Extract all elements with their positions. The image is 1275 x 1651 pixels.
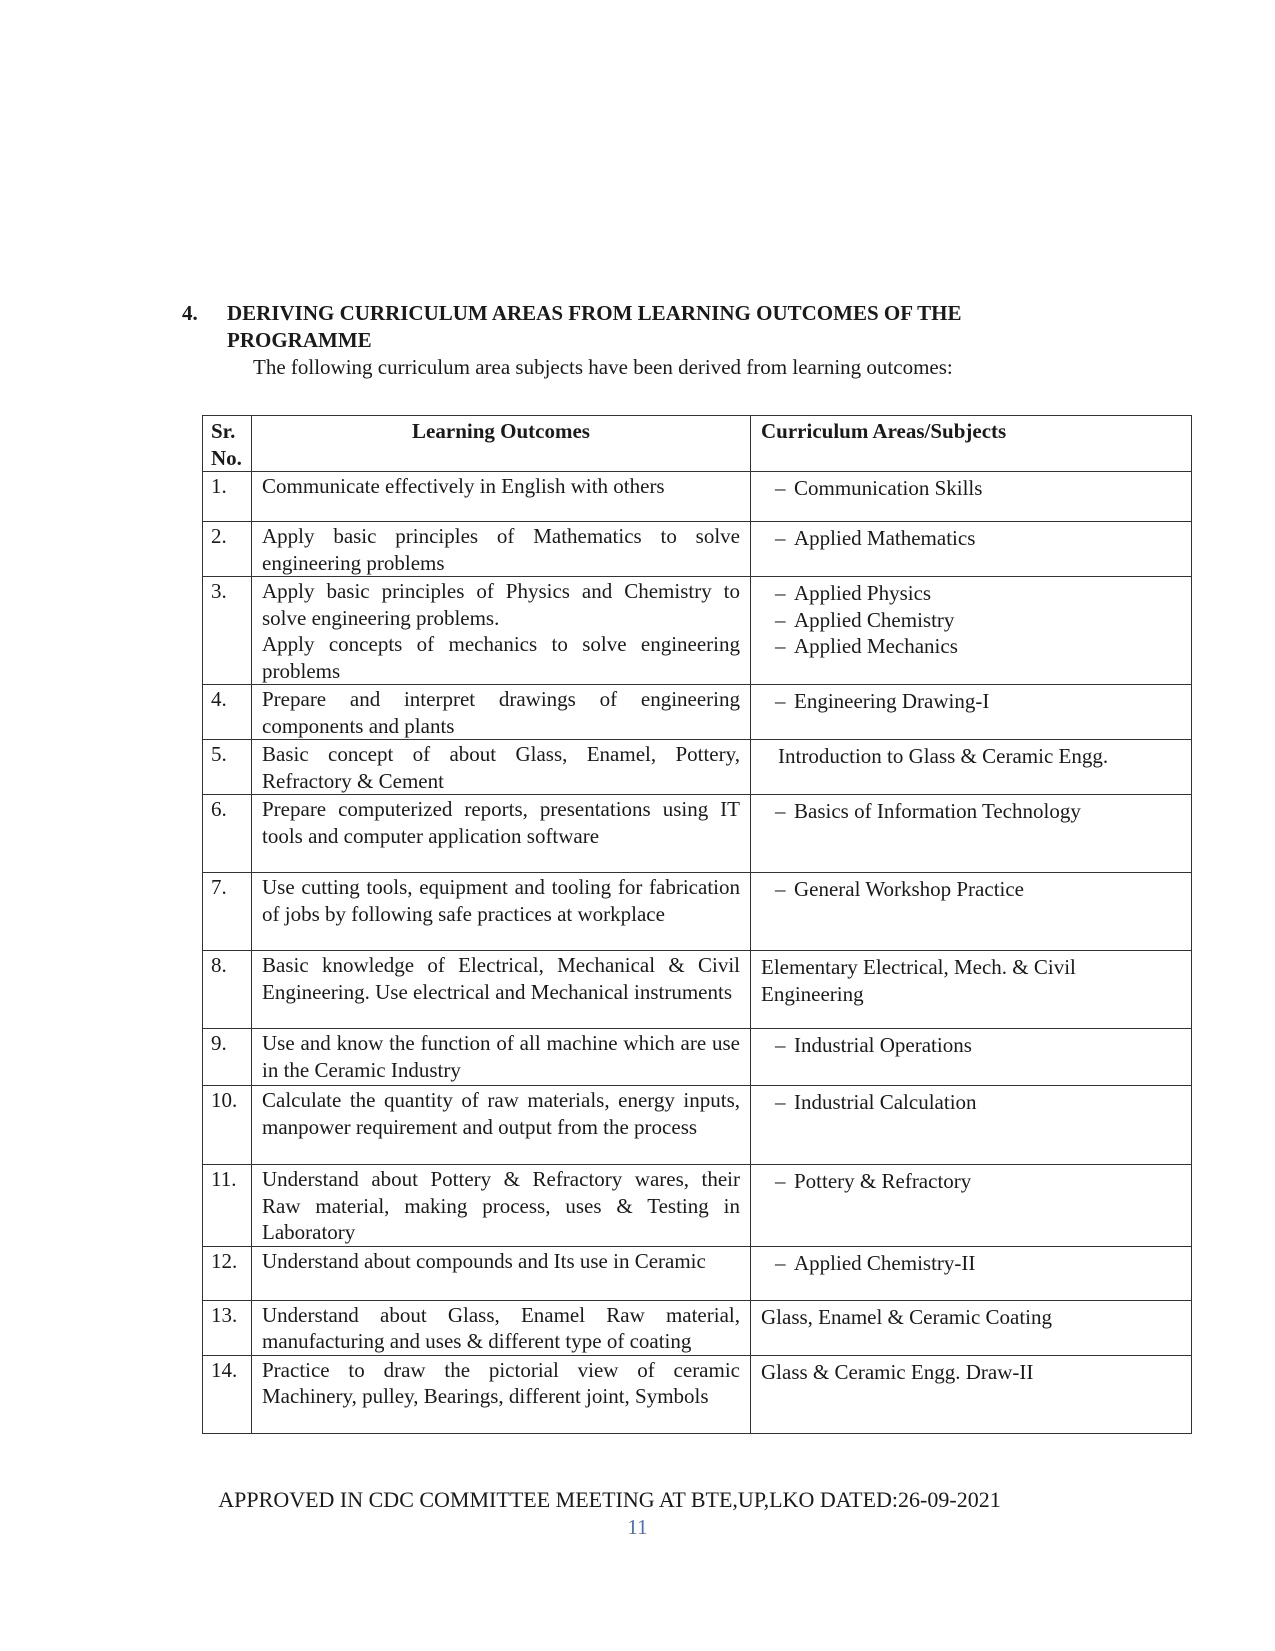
section-number: 4. [182,301,198,325]
row-curriculum-areas [751,472,1192,522]
row-sr-no: 3. [203,577,252,685]
header-learning-outcomes: Learning Outcomes [252,416,751,472]
row-learning-outcome [252,522,751,577]
row-curriculum-areas [751,522,1192,577]
row-learning-outcome [252,1355,751,1433]
outcome-text: Prepare computerized reports, presentations using IT tools and computer application software [262,797,740,848]
row-learning-outcome [252,1300,751,1355]
row-learning-outcome [252,951,751,1029]
row-learning-outcome [252,1246,751,1300]
outcome-text: Understand about Glass, Enamel Raw material, manufacturing and uses & different type of coating [262,1302,740,1353]
row-learning-outcome [252,577,751,685]
table-row [203,1029,1192,1086]
row-curriculum-areas [751,1300,1192,1355]
row-sr-no: 10. [203,1086,252,1165]
curriculum-table [202,415,1192,1434]
row-sr-no: 5. [203,740,252,795]
row-learning-outcome [252,795,751,873]
table-body [203,472,1192,1434]
row-sr-no: 13. [203,1300,252,1355]
section-intro: The following curriculum area subjects have been derived from learning outcomes: [253,355,953,379]
table-row [203,1246,1192,1300]
section-title: DERIVING CURRICULUM AREAS FROM LEARNING OUTCOMES OF THE PROGRAMME [227,301,962,352]
row-sr-no: 9. [203,1029,252,1086]
row-curriculum-areas [751,795,1192,873]
curriculum-subject: – Engineering Drawing-I [761,688,1181,715]
curriculum-subject: Glass & Ceramic Engg. Draw-II [761,1359,1034,1384]
table-row [203,577,1192,685]
row-learning-outcome [252,1029,751,1086]
curriculum-subject: – Applied Mathematics [761,525,1181,552]
row-sr-no: 11. [203,1165,252,1247]
row-curriculum-areas [751,577,1192,685]
curriculum-subject: – Basics of Information Technology [761,798,1181,825]
row-curriculum-areas [751,873,1192,951]
row-learning-outcome [252,472,751,522]
row-curriculum-areas [751,740,1192,795]
row-sr-no: 6. [203,795,252,873]
row-sr-no: 1. [203,472,252,522]
approval-footer [0,1487,1275,1513]
curriculum-subject: – Applied Mechanics [761,633,1181,660]
row-learning-outcome [252,740,751,795]
outcome-text: Basic knowledge of Electrical, Mechanical & Civil Engineering. Use electrical and Mechanical instruments [262,953,740,1004]
row-curriculum-areas [751,1355,1192,1433]
outcome-text: Apply basic principles of Physics and Chemistry to solve engineering problems. [262,579,740,630]
row-sr-no: 7. [203,873,252,951]
table-row [203,472,1192,522]
row-curriculum-areas [751,951,1192,1029]
row-sr-no: 8. [203,951,252,1029]
outcome-text: Use cutting tools, equipment and tooling for fabrication of jobs by following safe practices at workplace [262,875,740,926]
table-row [203,522,1192,577]
outcome-text: Understand about Pottery & Refractory wares, their Raw material, making process, uses & Testing in Laboratory [262,1167,740,1244]
page-number: 11 [627,1515,648,1539]
curriculum-subject: Introduction to Glass & Ceramic Engg. [778,744,1109,768]
curriculum-subject: – General Workshop Practice [761,876,1181,903]
approval-text: APPROVED IN CDC COMMITTEE MEETING AT BTE,UP,LKO DATED:26-09-2021 [218,1487,1001,1512]
curriculum-subject: – Applied Chemistry [761,607,1181,634]
curriculum-subject: – Industrial Calculation [761,1089,1181,1116]
row-curriculum-areas [751,1086,1192,1165]
row-sr-no: 4. [203,685,252,740]
table-header-row [203,416,1192,472]
row-curriculum-areas [751,1165,1192,1247]
outcome-text: Apply basic principles of Mathematics to solve engineering problems [262,524,740,575]
curriculum-subject: – Communication Skills [761,475,1181,502]
header-sr-no: Sr. No. [203,416,252,472]
curriculum-subject: – Applied Chemistry-II [761,1250,1181,1277]
row-learning-outcome [252,1165,751,1247]
table-row [203,873,1192,951]
outcome-text: Basic concept of about Glass, Enamel, Pottery, Refractory & Cement [262,742,740,793]
table-row [203,1165,1192,1247]
header-curriculum-areas: Curriculum Areas/Subjects [751,416,1192,472]
curriculum-subject: – Industrial Operations [761,1032,1181,1059]
curriculum-subject: – Applied Physics [761,580,1181,607]
outcome-text: Calculate the quantity of raw materials, energy inputs, manpower requirement and output from the process [262,1088,740,1139]
table-row [203,685,1192,740]
row-curriculum-areas [751,1029,1192,1086]
row-sr-no: 12. [203,1246,252,1300]
row-curriculum-areas [751,685,1192,740]
outcome-text: Use and know the function of all machine which are use in the Ceramic Industry [262,1031,740,1082]
row-learning-outcome [252,1086,751,1165]
table-row [203,1355,1192,1433]
curriculum-subject: Elementary Electrical, Mech. & Civil Engineering [761,955,1076,1006]
outcome-text: Practice to draw the pictorial view of ceramic Machinery, pulley, Bearings, different joint, Symbols [262,1357,740,1408]
row-learning-outcome [252,873,751,951]
outcome-text-2: Apply concepts of mechanics to solve engineering problems [262,632,740,683]
table-row [203,1300,1192,1355]
outcome-text: Communicate effectively in English with others [262,474,665,498]
outcome-text: Understand about compounds and Its use in Ceramic [262,1248,706,1273]
outcome-text: Prepare and interpret drawings of engineering components and plants [262,687,740,738]
table-row [203,1086,1192,1165]
table-row [203,795,1192,873]
curriculum-subject: – Pottery & Refractory [761,1168,1181,1195]
curriculum-subject: Glass, Enamel & Ceramic Coating [761,1304,1053,1329]
table-row [203,951,1192,1029]
row-curriculum-areas [751,1246,1192,1300]
row-sr-no: 2. [203,522,252,577]
row-learning-outcome [252,685,751,740]
table-row [203,740,1192,795]
row-sr-no: 14. [203,1355,252,1433]
